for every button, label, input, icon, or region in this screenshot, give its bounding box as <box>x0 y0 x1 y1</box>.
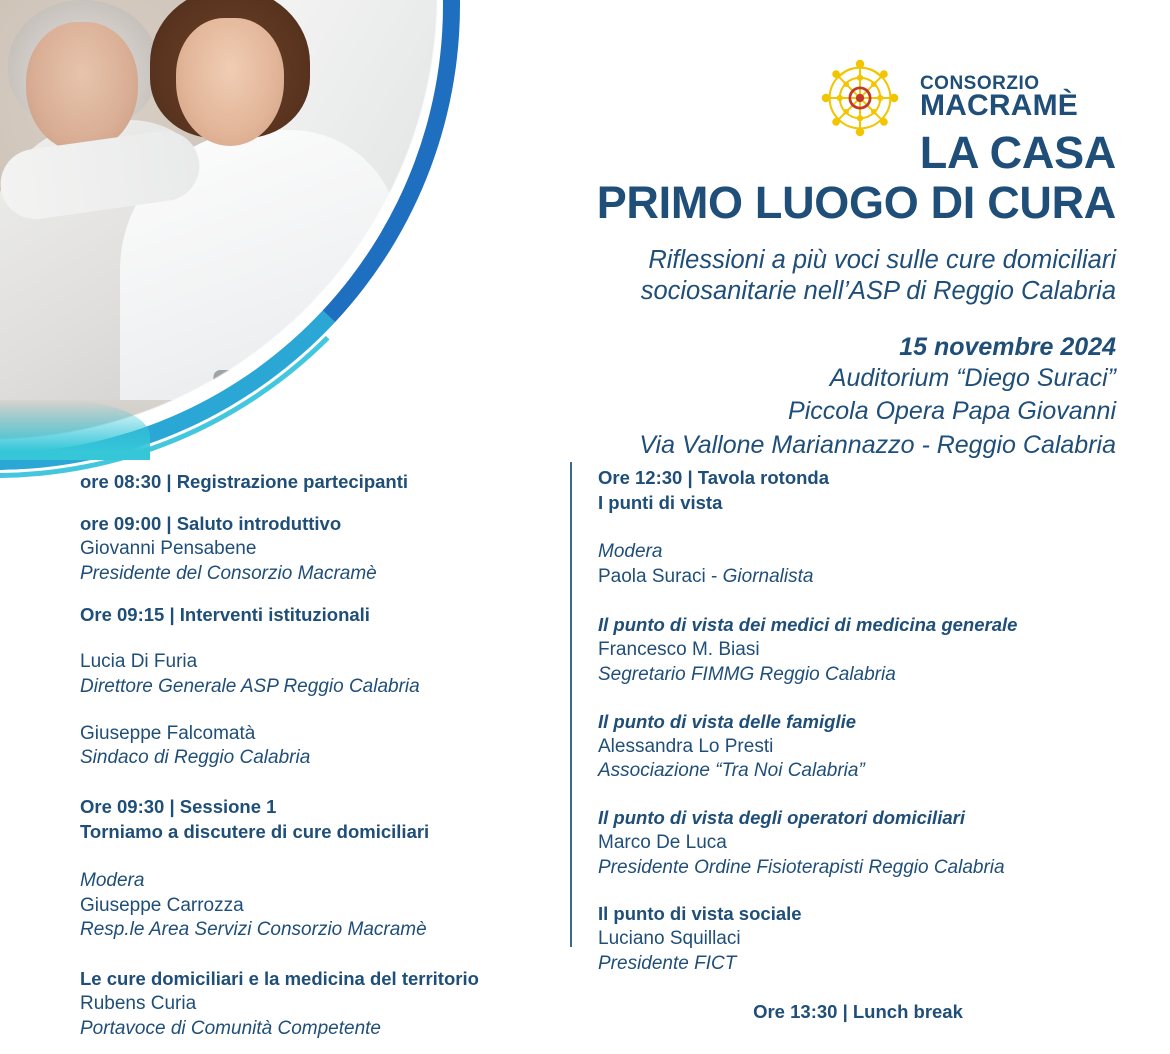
moderator-role-text: Giornalista <box>722 565 814 587</box>
program-heading: Ore 12:30 | Tavola rotonda <box>598 467 830 488</box>
moderator-name-text: Paola Suraci - <box>598 565 723 587</box>
speaker-name: Rubens Curia <box>80 993 197 1014</box>
program-item <box>598 613 1118 687</box>
speaker-role: Segretario FIMMG Reggio Calabria <box>598 663 896 685</box>
program-item <box>80 512 550 586</box>
program-heading: Il punto di vista dei medici di medicina generale <box>598 614 1018 636</box>
title-line-2: PRIMO LUOGO DI CURA <box>596 177 1116 229</box>
speaker-role: Associazione “Tra Noi Calabria” <box>598 760 865 782</box>
venue-line-1: Auditorium “Diego Suraci” <box>829 364 1116 392</box>
moderator-label: Modera <box>598 540 663 562</box>
poster-header <box>560 128 1116 462</box>
program-heading: Il punto di vista degli operatori domiciliari <box>598 807 965 828</box>
logo-line-2: MACRAMÈ <box>919 89 1078 123</box>
program-column-left <box>80 470 550 1054</box>
speaker-role: Resp.le Area Servizi Consorzio Macramè <box>80 919 427 941</box>
page-title <box>560 128 1116 229</box>
column-divider <box>570 462 572 947</box>
program-item <box>80 650 550 699</box>
speaker-role: Portavoce di Comunità Competente <box>80 1017 381 1039</box>
program-item <box>598 540 1118 589</box>
logo-wordmark <box>920 74 1078 122</box>
program-subheading: I punti di vista <box>598 491 723 513</box>
program-heading: Il punto di vista sociale <box>598 903 802 925</box>
program-heading: ore 08:30 | Registrazione partecipanti <box>80 471 409 492</box>
speaker-role: Presidente Ordine Fisioterapisti Reggio Calabria <box>598 856 1005 878</box>
speaker-role: Direttore Generale ASP Reggio Calabria <box>80 675 420 697</box>
program-item <box>80 603 550 628</box>
hero-photo <box>0 0 500 452</box>
program-item <box>80 795 550 845</box>
program-heading: Ore 09:15 | Interventi istituzionali <box>80 604 370 626</box>
moderator-name <box>598 565 1118 590</box>
program-item <box>598 466 1118 516</box>
program-item <box>80 869 550 943</box>
speaker-role: Sindaco di Reggio Calabria <box>80 747 311 769</box>
speaker-name: Giuseppe Falcomatà <box>80 722 256 744</box>
logo-line-1: CONSORZIO <box>919 73 1040 95</box>
program-item <box>80 722 550 771</box>
program-column-right <box>598 466 1118 1023</box>
speaker-role: Presidente del Consorzio Macramè <box>80 562 377 584</box>
subtitle-line-1: Riflessioni a più voci sulle cure domiciliari <box>648 245 1116 274</box>
program-item <box>80 470 550 495</box>
title-line-1: LA CASA <box>919 127 1116 178</box>
event-date: 15 novembre 2024 <box>899 333 1116 361</box>
venue-line-2: Piccola Opera Papa Giovanni <box>788 397 1116 426</box>
speaker-name: Alessandra Lo Presti <box>598 735 774 757</box>
program-item <box>80 967 550 1037</box>
speaker-name: Giuseppe Carrozza <box>80 894 244 916</box>
subtitle-line-2: sociosanitarie nell’ASP di Reggio Calabria <box>640 276 1116 305</box>
program-item <box>598 710 1118 784</box>
program-heading: ore 09:00 | Saluto introduttivo <box>80 512 342 534</box>
venue-line-3: Via Vallone Mariannazzo - Reggio Calabria <box>639 430 1116 459</box>
program-heading: Il punto di vista delle famiglie <box>598 710 857 732</box>
program-heading: Ore 09:30 | Sessione 1 <box>80 796 277 818</box>
speaker-name: Lucia Di Furia <box>80 651 198 673</box>
moderator-label: Modera <box>80 869 145 891</box>
program-subheading: Torniamo a discutere di cure domiciliari <box>80 821 430 842</box>
page-subtitle <box>560 245 1116 307</box>
speaker-name: Giovanni Pensabene <box>80 537 257 559</box>
speaker-name: Marco De Luca <box>598 831 727 853</box>
program-item <box>598 902 1118 976</box>
event-venue <box>560 362 1116 462</box>
speaker-role: Presidente FICT <box>598 953 737 974</box>
program-item <box>598 806 1118 880</box>
lunch-break: Ore 13:30 | Lunch break <box>753 1000 963 1022</box>
speaker-name: Luciano Squillaci <box>598 928 741 950</box>
speaker-name: Francesco M. Biasi <box>598 639 760 661</box>
program-heading: Le cure domiciliari e la medicina del territorio <box>80 968 479 990</box>
